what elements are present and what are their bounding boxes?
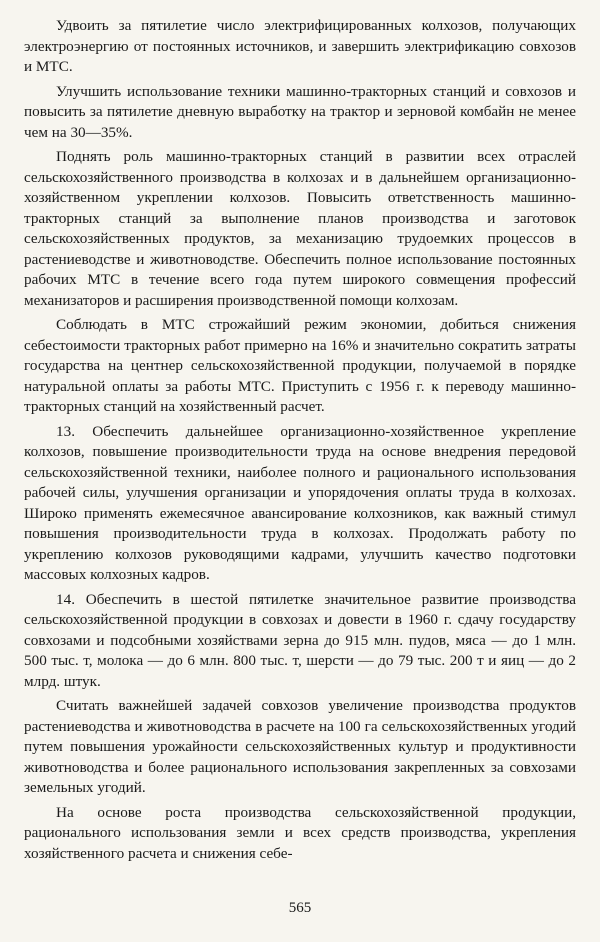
page-number: 565 bbox=[288, 900, 312, 916]
paragraph-mts-role: Поднять роль машинно-тракторных станций в развитии всех отраслей сельскохозяйственного производства в колхозах и в дальнейшем организационно-хозяйственном укреплении колхозов. Повысить ответственность машинно-тракторных станций за выполнение планов производства и заготовок сельскохозяйственных продуктов, за механизацию трудоемких процессов в растениеводстве и животноводстве. Обеспечить полное использование постоянных рабочих МТС в течение всего года путем широкого совмещения профессий механизаторов и расширения производственной помощи колхозам. bbox=[24, 148, 576, 309]
paragraph-production-growth: На основе роста производства сельскохозяйственной продукции, рационального использования земли и всех средств производства, укрепления хозяйственного расчета и снижения себе- bbox=[24, 803, 576, 862]
paragraph-item-13: 13. Обеспечить дальнейшее организационно-хозяйственное укрепление колхозов, повышение производительности труда на основе внедрения передовой сельскохозяйственной техники, наиболее полного и рационального использования рабочей силы, улучшения организации и упорядочения оплаты труда в колхозах. Широко применять ежемесячное авансирование колхозников, как важный стимул повышения производительности труда в колхозах. Продолжать работу по укреплению колхозов руководящими кадрами, улучшить качество подготовки массовых колхозных кадров. bbox=[24, 422, 576, 583]
paragraph-machinery-use: Улучшить использование техники машинно-тракторных станций и совхозов и повысить за пятилетие дневную выработку на трактор и зерновой комбайн не менее чем на 30—35%. bbox=[24, 82, 576, 141]
body-text bbox=[24, 16, 576, 868]
paragraph-electrification: Удвоить за пятилетие число электрифицированных колхозов, получающих электроэнергию от постоянных источников, и завершить электрификацию совхозов и МТС. bbox=[24, 17, 576, 75]
paragraph-item-14: 14. Обеспечить в шестой пятилетке значительное развитие производства сельскохозяйственной продукции в совхозах и довести в 1960 г. сдачу государству совхозами и подсобными хозяйствами зерна до 915 млн. пудов, мяса — до 1 млн. 500 тыс. т, молока — до 6 млн. 800 тыс. т, шерсти — до 79 тыс. 200 т и яиц — до 2 млрд. штук. bbox=[24, 590, 576, 690]
paragraph-economy-regime: Соблюдать в МТС строжайший режим экономии, добиться снижения себестоимости тракторных работ примерно на 16% и значительно сократить затраты государства на центнер сельскохозяйственной продукции, получаемой в порядке натуральной оплаты за работы МТС. Приступить с 1956 г. к переводу машинно-тракторных станций на хозяйственный расчет. bbox=[24, 316, 576, 415]
paragraph-sovkhoz-task: Считать важнейшей задачей совхозов увеличение производства продуктов растениеводства и животноводства в расчете на 100 га сельскохозяйственных угодий путем повышения урожайности сельскохозяйственных культур и продуктивности животноводства и более рационального использования закрепленных за совхозами земельных угодий. bbox=[24, 697, 576, 796]
